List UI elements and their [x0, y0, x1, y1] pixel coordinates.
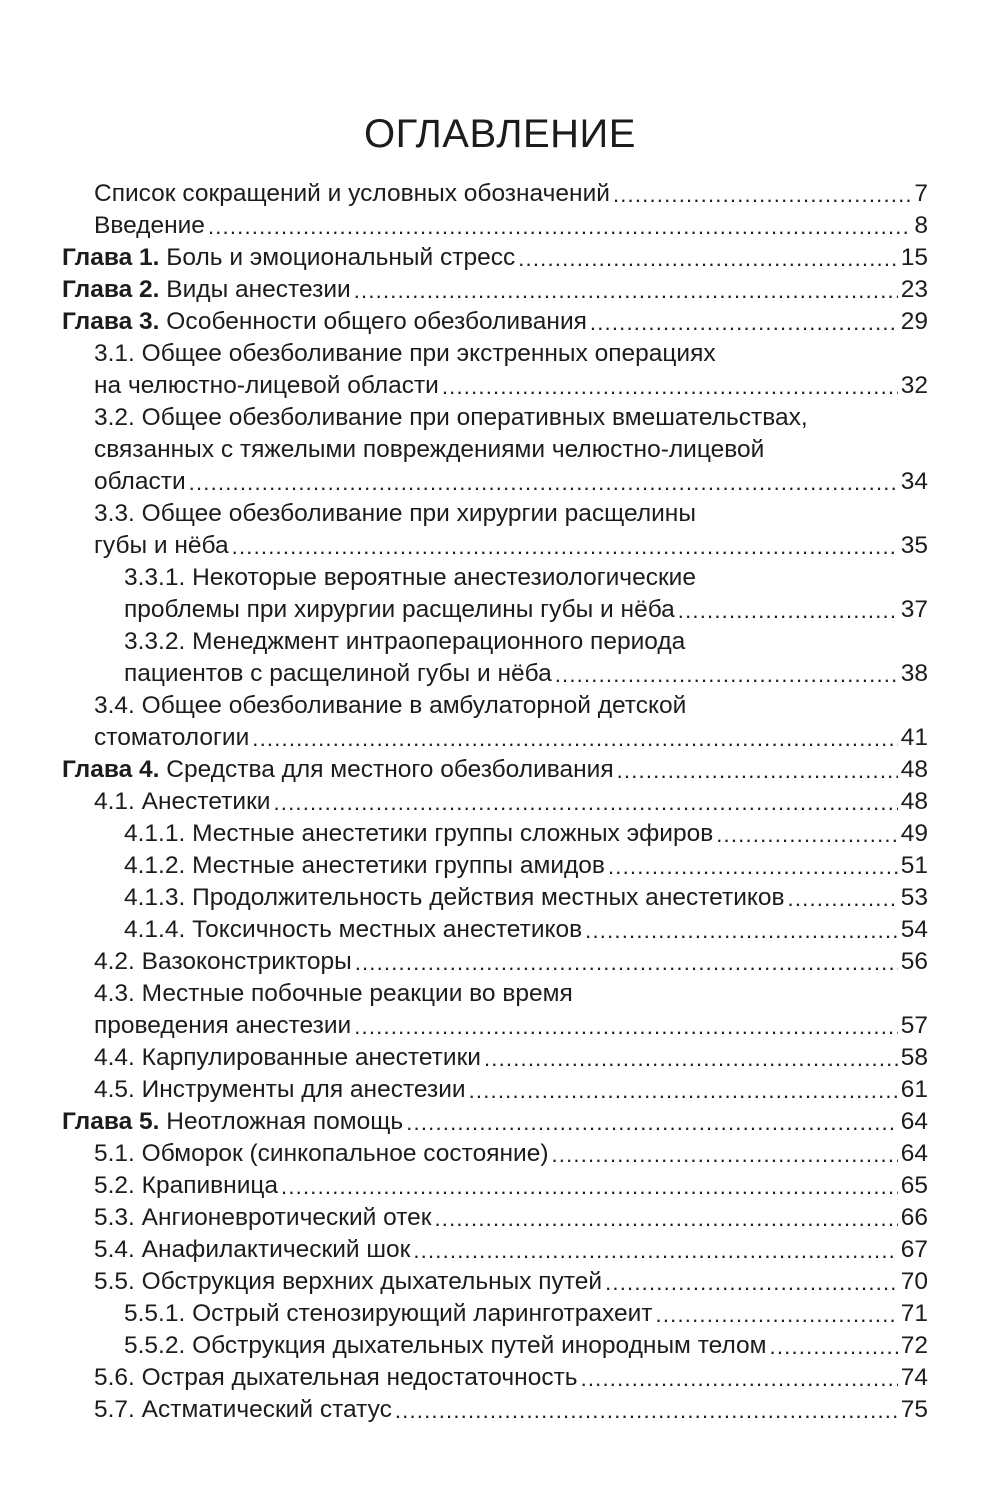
dot-leader	[395, 1394, 898, 1426]
toc-entry-chapter-3[interactable]	[62, 306, 928, 338]
toc-entry-4-1-4[interactable]	[124, 914, 928, 946]
toc-entry-text: 5.5.1. Острый стенозирующий ларинготрахеит	[124, 1300, 653, 1327]
toc-entry-text: Введение	[94, 212, 205, 239]
dot-leader	[274, 786, 898, 818]
toc-entry-text: 4.4. Карпулированные анестетики	[94, 1044, 481, 1071]
toc-page-number: 58	[900, 1044, 928, 1071]
toc-page-number: 37	[900, 596, 928, 623]
toc-page-number: 61	[900, 1076, 928, 1103]
dot-leader	[678, 594, 898, 626]
toc-entry-4-1-1[interactable]	[124, 818, 928, 850]
dot-leader	[716, 818, 898, 850]
dot-leader	[608, 850, 898, 882]
dot-leader	[354, 1010, 898, 1042]
toc-entry-text: на челюстно-лицевой области	[94, 372, 439, 399]
toc-entry-text: 4.5. Инструменты для анестезии	[94, 1076, 466, 1103]
dot-leader	[232, 530, 898, 562]
toc-entry-5-2[interactable]	[94, 1170, 928, 1202]
dot-leader	[585, 914, 898, 946]
dot-leader	[208, 210, 911, 242]
toc-page-number: 35	[900, 532, 928, 559]
toc-entry-text: 5.4. Анафилактический шок	[94, 1236, 411, 1263]
dot-leader	[613, 178, 911, 210]
toc-page-number: 48	[900, 788, 928, 815]
toc-entry-text: 4.1.1. Местные анестетики группы сложных эфиров	[124, 820, 714, 847]
toc-entry-text-line: 4.3. Местные побочные реакции во время	[94, 980, 573, 1007]
dot-leader	[354, 274, 898, 306]
toc-entry-text: области	[94, 468, 186, 495]
chapter-label: Глава 4.	[62, 756, 160, 783]
toc-entry-text: 5.5. Обструкция верхних дыхательных путей	[94, 1268, 603, 1295]
toc-entry-text-line: 3.1. Общее обезболивание при экстренных операциях	[94, 340, 716, 367]
toc-entry-text: Неотложная помощь	[166, 1108, 404, 1135]
dot-leader	[406, 1106, 898, 1138]
toc-entry-text: Список сокращений и условных обозначений	[94, 180, 610, 207]
dot-leader	[555, 658, 898, 690]
toc-entry-3-3-2[interactable]	[124, 658, 928, 690]
dot-leader	[656, 1298, 898, 1330]
toc-entry-4-1-2[interactable]	[124, 850, 928, 882]
chapter-label: Глава 5.	[62, 1108, 160, 1135]
toc-entry-3-3[interactable]	[94, 530, 928, 562]
toc-entry-3-4[interactable]	[94, 722, 928, 754]
toc-page-number: 34	[900, 468, 928, 495]
toc-entry-text: стоматологии	[94, 724, 250, 751]
chapter-label: Глава 3.	[62, 308, 160, 335]
toc-entry-4-4[interactable]	[94, 1042, 928, 1074]
toc-page-number: 67	[900, 1236, 928, 1263]
page-title: ОГЛАВЛЕНИЕ	[364, 112, 636, 156]
toc-entry-5-4[interactable]	[94, 1234, 928, 1266]
toc-page-number: 74	[900, 1364, 928, 1391]
toc-entry-5-5-2[interactable]	[124, 1330, 928, 1362]
toc-entry-4-1-3[interactable]	[124, 882, 928, 914]
toc-page-number: 71	[900, 1300, 928, 1327]
toc-page-number: 8	[914, 212, 928, 239]
toc-page-number: 66	[900, 1204, 928, 1231]
toc-page-number: 72	[900, 1332, 928, 1359]
toc-entry-text: Особенности общего обезболивания	[166, 308, 587, 335]
toc-entry-5-3[interactable]	[94, 1202, 928, 1234]
dot-leader	[355, 946, 898, 978]
toc-entry-text: 5.3. Ангионевротический отек	[94, 1204, 432, 1231]
toc-entry-text: Виды анестезии	[166, 276, 351, 303]
toc-entry-text: 4.1.2. Местные анестетики группы амидов	[124, 852, 605, 879]
chapter-label: Глава 1.	[62, 244, 160, 271]
dot-leader	[552, 1138, 898, 1170]
toc-entry-5-6[interactable]	[94, 1362, 928, 1394]
toc-entry-text-line: 3.3. Общее обезболивание при хирургии расщелины	[94, 500, 696, 527]
toc-entry-text: проблемы при хирургии расщелины губы и нёба	[124, 596, 675, 623]
dot-leader	[590, 306, 898, 338]
dot-leader	[189, 466, 898, 498]
toc-page-number: 51	[900, 852, 928, 879]
toc-entry-3-2[interactable]	[94, 466, 928, 498]
dot-leader	[469, 1074, 898, 1106]
toc-entry-text: 5.6. Острая дыхательная недостаточность	[94, 1364, 578, 1391]
toc-entry-text: 4.2. Вазоконстрикторы	[94, 948, 352, 975]
chapter-label: Глава 2.	[62, 276, 160, 303]
dot-leader	[281, 1170, 898, 1202]
dot-leader	[605, 1266, 898, 1298]
toc-entry-text: 4.1.3. Продолжительность действия местных анестетиков	[124, 884, 785, 911]
toc-entry-text: 5.7. Астматический статус	[94, 1396, 392, 1423]
dot-leader	[788, 882, 898, 914]
toc-entry-text: проведения анестезии	[94, 1012, 352, 1039]
toc-entry-text: 5.5.2. Обструкция дыхательных путей инородным телом	[124, 1332, 767, 1359]
toc-entry-chapter-4[interactable]	[62, 754, 928, 786]
toc-page-number: 7	[914, 180, 928, 207]
toc-entry-5-5[interactable]	[94, 1266, 928, 1298]
dot-leader	[617, 754, 898, 786]
toc-entry-text-line: 3.3.2. Менеджмент интраоперационного периода	[124, 628, 686, 655]
toc-page-number: 54	[900, 916, 928, 943]
toc-entry-3-3-1[interactable]	[124, 594, 928, 626]
toc-entry-chapter-5[interactable]	[62, 1106, 928, 1138]
toc-entry-text-line: связанных с тяжелыми повреждениями челюстно-лицевой	[94, 436, 765, 463]
toc-page-number: 56	[900, 948, 928, 975]
toc-page-number: 38	[900, 660, 928, 687]
toc-page-number: 65	[900, 1172, 928, 1199]
toc-entry-text: 4.1. Анестетики	[94, 788, 271, 815]
dot-leader	[252, 722, 897, 754]
dot-leader	[435, 1202, 898, 1234]
toc-page-number: 15	[900, 244, 928, 271]
toc-entry-chapter-1[interactable]	[62, 242, 928, 274]
toc-entry-5-1[interactable]	[94, 1138, 928, 1170]
toc-entry-text-line: 3.2. Общее обезболивание при оперативных вмешательствах,	[94, 404, 808, 431]
toc-page-number: 75	[900, 1396, 928, 1423]
toc-entry-text: пациентов с расщелиной губы и нёба	[124, 660, 552, 687]
toc-page-number: 41	[900, 724, 928, 751]
toc-page-number: 48	[900, 756, 928, 783]
toc-entry-text: губы и нёба	[94, 532, 229, 559]
toc-page-number: 64	[900, 1108, 928, 1135]
dot-leader	[518, 242, 898, 274]
toc-page-number: 57	[900, 1012, 928, 1039]
toc-entry-4-1[interactable]	[94, 786, 928, 818]
toc-page-number: 23	[900, 276, 928, 303]
toc-page-number: 53	[900, 884, 928, 911]
toc-entry-5-7[interactable]	[94, 1394, 928, 1426]
toc-page-number: 29	[900, 308, 928, 335]
dot-leader	[442, 370, 898, 402]
dot-leader	[413, 1234, 897, 1266]
toc-entry-4-5[interactable]	[94, 1074, 928, 1106]
toc-entry-5-5-1[interactable]	[124, 1298, 928, 1330]
toc-entry-text-line: 3.3.1. Некоторые вероятные анестезиологические	[124, 564, 696, 591]
toc-entry-4-3[interactable]	[94, 1010, 928, 1042]
dot-leader	[581, 1362, 898, 1394]
toc-entry-introduction[interactable]	[94, 210, 928, 242]
toc-entry-text: Средства для местного обезболивания	[166, 756, 614, 783]
toc-entry-chapter-2[interactable]	[62, 274, 928, 306]
toc-entry-text: 5.1. Обморок (синкопальное состояние)	[94, 1140, 549, 1167]
dot-leader	[770, 1330, 898, 1362]
toc-entry-3-1[interactable]	[94, 370, 928, 402]
dot-leader	[484, 1042, 898, 1074]
toc-entry-text-line: 3.4. Общее обезболивание в амбулаторной детской	[94, 692, 687, 719]
toc-page-number: 32	[900, 372, 928, 399]
toc-entry-text: 5.2. Крапивница	[94, 1172, 279, 1199]
toc-entry-text: Боль и эмоциональный стресс	[166, 244, 516, 271]
toc-page-number: 49	[900, 820, 928, 847]
toc-entry-abbreviations[interactable]	[94, 178, 928, 210]
toc-page-number: 64	[900, 1140, 928, 1167]
toc-page-number: 70	[900, 1268, 928, 1295]
toc-entry-text: 4.1.4. Токсичность местных анестетиков	[124, 916, 583, 943]
toc-entry-4-2[interactable]	[94, 946, 928, 978]
